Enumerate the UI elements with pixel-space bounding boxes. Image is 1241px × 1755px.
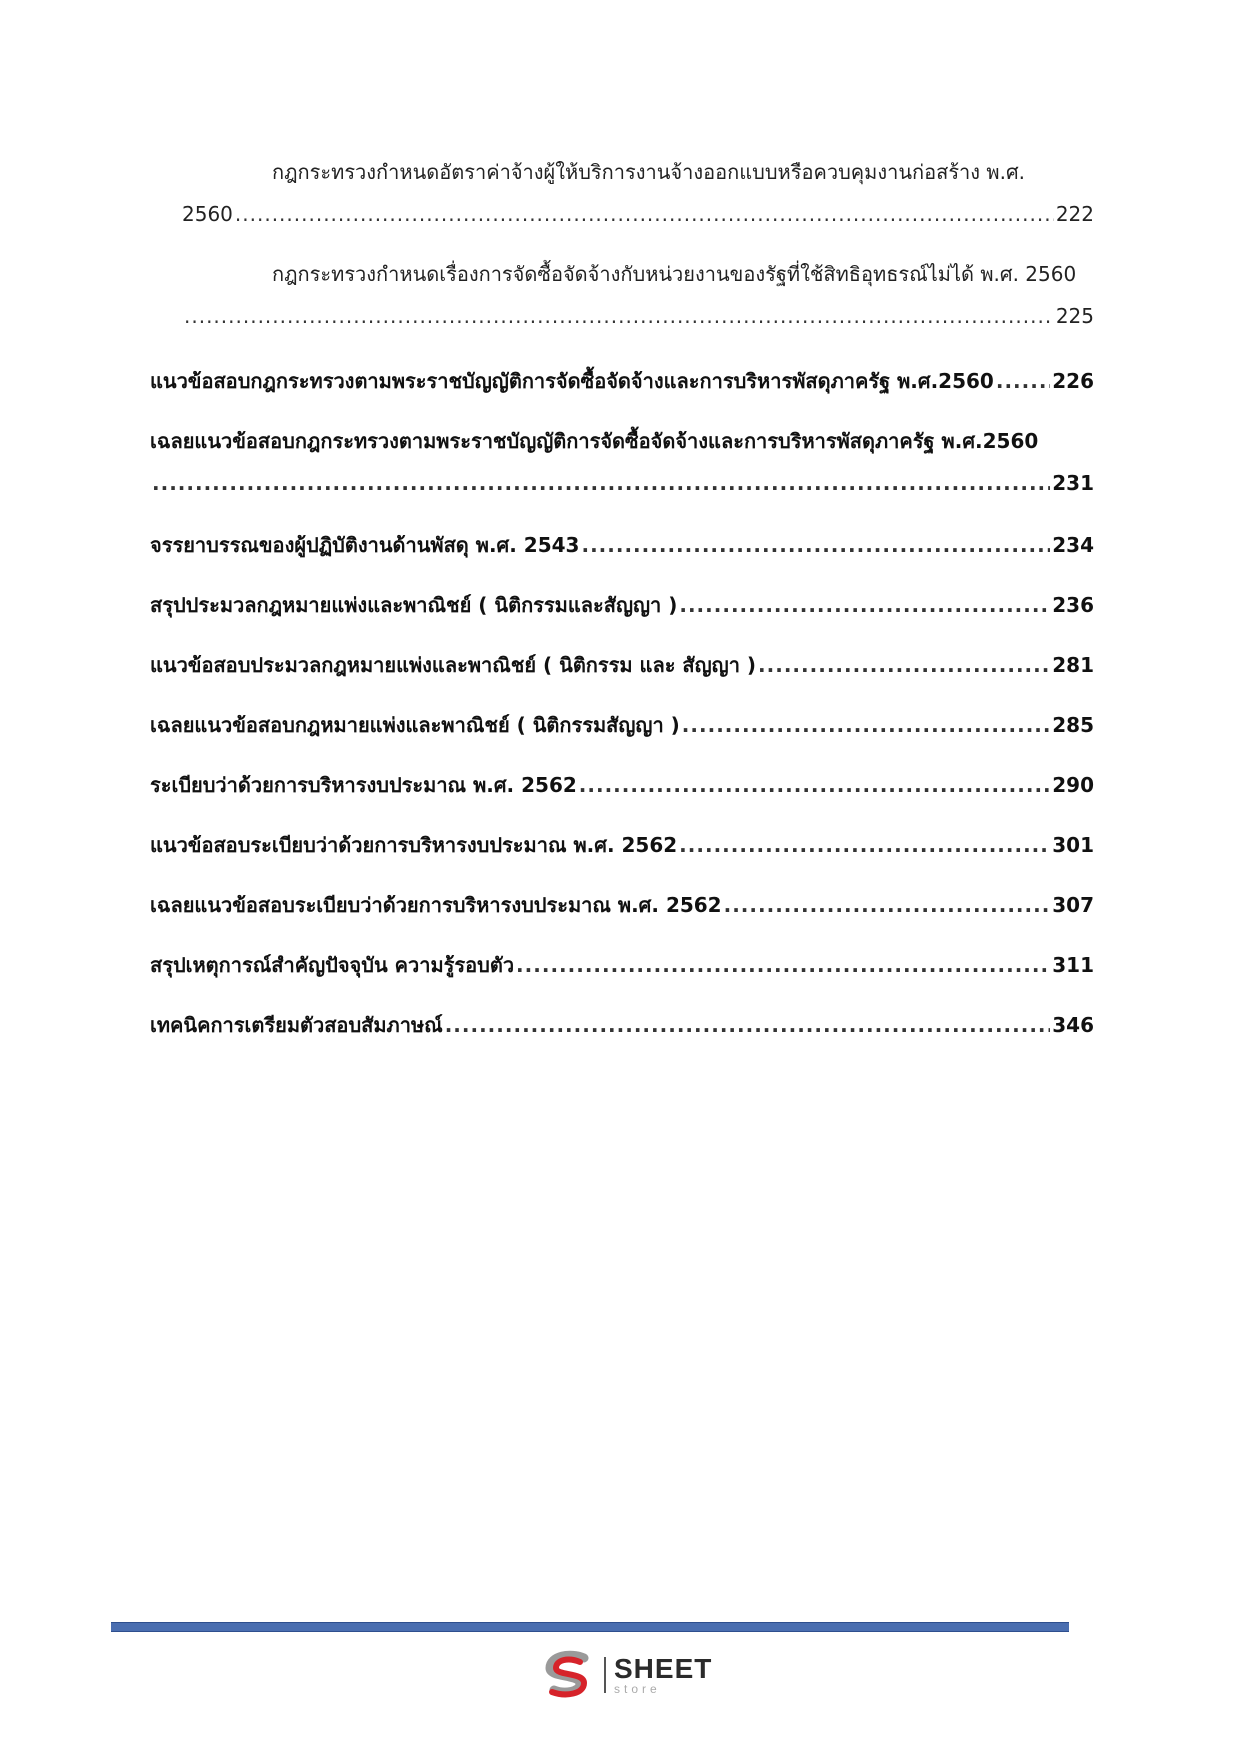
toc-main-entry[interactable] (150, 529, 1094, 561)
toc-entry-title: กฎกระทรวงกำหนดอัตราค่าจ้างผู้ให้บริการงานจ้างออกแบบหรือควบคุมงานก่อสร้าง พ.ศ. (272, 160, 1026, 184)
dot-leader (516, 949, 1050, 981)
toc-page-number: 307 (1052, 893, 1094, 917)
dot-leader (579, 769, 1050, 801)
toc-page-number: 236 (1052, 593, 1094, 617)
toc-main-entry[interactable] (150, 425, 1094, 499)
dot-leader (235, 198, 1054, 230)
toc-entry-title: เฉลยแนวข้อสอบกฎหมายแพ่งและพาณิชย์ ( นิติกรรมสัญญา ) (150, 713, 680, 737)
toc-entry-title: เฉลยแนวข้อสอบกฎกระทรวงตามพระราชบัญญัติการจัดซื้อจัดจ้างและการบริหารพัสดุภาครัฐ พ.ศ.2560 (150, 429, 1039, 453)
toc-main-entry[interactable] (150, 829, 1094, 861)
dot-leader (996, 365, 1050, 397)
dot-leader (758, 649, 1050, 681)
toc-entry-title: จรรยาบรรณของผู้ปฏิบัติงานด้านพัสดุ พ.ศ. 2543 (150, 533, 580, 557)
toc-page-number: 285 (1052, 713, 1094, 737)
logo-brand-text: SHEET (614, 1653, 713, 1684)
toc-page-number: 231 (1052, 471, 1094, 495)
toc-sub-entry[interactable] (150, 258, 1094, 332)
toc-main-entry[interactable] (150, 589, 1094, 621)
toc-main-entry[interactable] (150, 709, 1094, 741)
toc-page-number: 290 (1052, 773, 1094, 797)
dot-leader (679, 589, 1050, 621)
toc-sub-entry[interactable] (150, 156, 1094, 230)
toc-main-entry[interactable] (150, 889, 1094, 921)
footer-divider (111, 1622, 1069, 1632)
toc-page-number: 222 (1055, 202, 1094, 226)
toc-page-number: 226 (1052, 369, 1094, 393)
toc-page-number: 311 (1052, 953, 1094, 977)
toc-page-number: 225 (1055, 304, 1094, 328)
toc-main-entry[interactable] (150, 769, 1094, 801)
toc-entry-title: แนวข้อสอบกฎกระทรวงตามพระราชบัญญัติการจัดซื้อจัดจ้างและการบริหารพัสดุภาครัฐ พ.ศ.2560 (150, 369, 994, 393)
dot-leader (152, 467, 1050, 499)
dot-leader (682, 709, 1050, 741)
toc-entry-title-cont: 2560 (182, 202, 233, 226)
dot-leader (679, 829, 1050, 861)
toc-entry-title: เฉลยแนวข้อสอบระเบียบว่าด้วยการบริหารงบประมาณ พ.ศ. 2562 (150, 893, 722, 917)
toc-entry-title: สรุปเหตุการณ์สำคัญปัจจุบัน ความรู้รอบตัว (150, 953, 515, 977)
dot-leader (581, 529, 1050, 561)
toc-entry-title: แนวข้อสอบระเบียบว่าด้วยการบริหารงบประมาณ พ.ศ. 2562 (150, 833, 678, 857)
toc-page-number: 301 (1052, 833, 1094, 857)
toc-entry-title: แนวข้อสอบประมวลกฎหมายแพ่งและพาณิชย์ ( นิติกรรม และ สัญญา ) (150, 653, 757, 677)
toc-page-number: 346 (1052, 1013, 1094, 1037)
dot-leader (445, 1009, 1051, 1041)
toc-entry-title: เทคนิคการเตรียมตัวสอบสัมภาษณ์ (150, 1013, 443, 1037)
toc-main-entry[interactable] (150, 649, 1094, 681)
toc-main-entry[interactable] (150, 365, 1094, 397)
toc-entry-title: กฎกระทรวงกำหนดเรื่องการจัดซื้อจัดจ้างกับหน่วยงานของรัฐที่ใช้สิทธิอุทธรณ์ไม่ได้ พ.ศ. 2560 (272, 262, 1077, 286)
dot-leader (724, 889, 1051, 921)
logo-sub-text: store (614, 1682, 661, 1696)
sheet-store-logo-icon (540, 1650, 596, 1700)
toc-page-number: 234 (1052, 533, 1094, 557)
toc-main-entry[interactable] (150, 1009, 1094, 1041)
toc-entry-title: สรุปประมวลกฎหมายแพ่งและพาณิชย์ ( นิติกรรมและสัญญา ) (150, 593, 678, 617)
footer-logo (540, 1650, 712, 1700)
toc-entry-title: ระเบียบว่าด้วยการบริหารงบประมาณ พ.ศ. 2562 (150, 773, 577, 797)
toc-page-number: 281 (1052, 653, 1094, 677)
toc-main-entry[interactable] (150, 949, 1094, 981)
logo-divider (604, 1657, 606, 1693)
dot-leader (184, 300, 1054, 332)
